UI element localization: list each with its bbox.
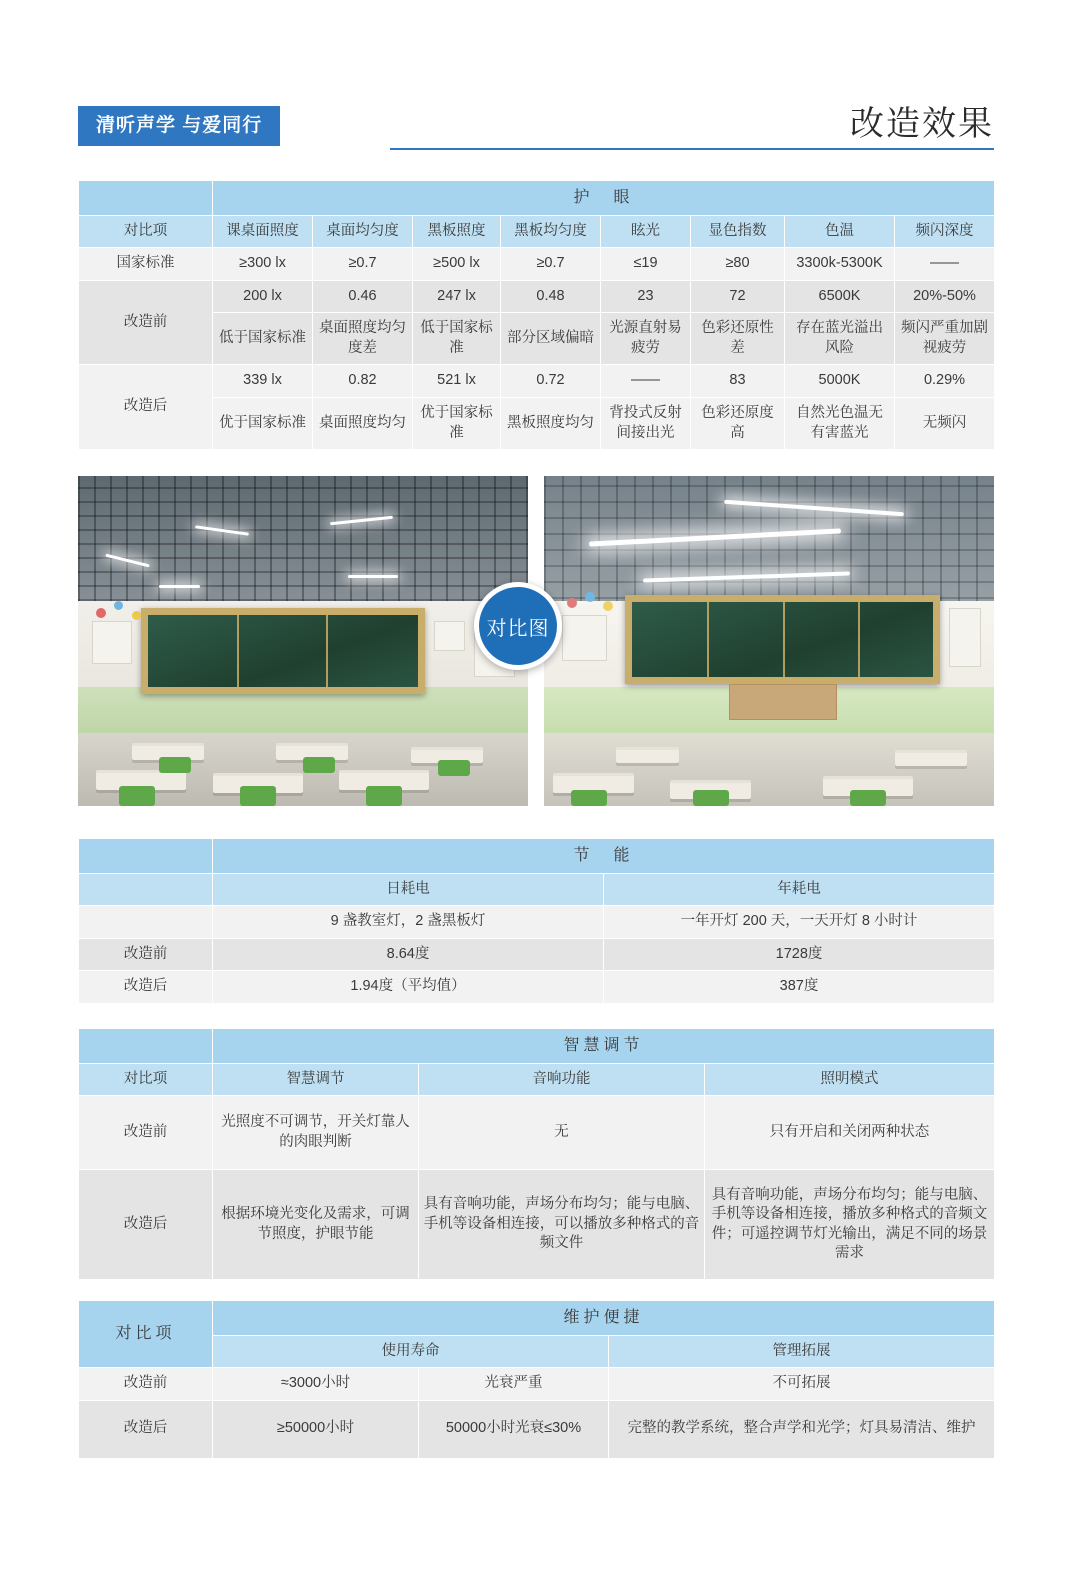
table-row	[79, 839, 995, 874]
col-head-2: 桌面均匀度	[313, 215, 413, 248]
page-title: 改造效果	[850, 105, 994, 143]
energy-note-blank	[79, 906, 213, 939]
ceiling-lamp	[348, 575, 398, 578]
energy-note-year: 一年开灯 200 天，一天开灯 8 小时计	[604, 906, 995, 939]
cell: 247 lx	[413, 280, 501, 313]
cell: 桌面照度均匀度差	[313, 313, 413, 365]
cell: 具有音响功能，声场分布均匀；能与电脑、手机等设备相连接，可以播放多种格式的音频文件	[419, 1170, 705, 1280]
smart-col-head-3: 照明模式	[705, 1063, 995, 1096]
student-chair	[303, 757, 335, 774]
cell: ≥0.7	[501, 248, 601, 281]
cell: 低于国家标准	[213, 313, 313, 365]
cell: 6500K	[785, 280, 895, 313]
maintenance-col-life: 使用寿命	[213, 1335, 609, 1368]
header-divider	[390, 148, 994, 150]
cell: 具有音响功能，声场分布均匀；能与电脑、手机等设备相连接，播放多种格式的音频文件；可遥控调节灯光输出，满足不同的场景需求	[705, 1170, 995, 1280]
maintenance-section	[78, 1300, 995, 1459]
cell: 优于国家标准	[213, 397, 313, 449]
table-row	[79, 1301, 995, 1336]
smart-row-label-before: 改造前	[79, 1096, 213, 1170]
row-label-national: 国家标准	[79, 248, 213, 281]
floor	[544, 733, 994, 806]
cell: 无	[419, 1096, 705, 1170]
table-row	[79, 248, 995, 281]
wall-lower	[78, 687, 528, 740]
cell: 黑板照度均匀	[501, 397, 601, 449]
cell: 色彩还原性差	[691, 313, 785, 365]
cell: ≤19	[601, 248, 691, 281]
cell: ——	[895, 248, 995, 281]
col-head-5: 眩光	[601, 215, 691, 248]
student-desk	[616, 747, 679, 764]
col-head-3: 黑板照度	[413, 215, 501, 248]
cell: 部分区域偏暗	[501, 313, 601, 365]
table-row	[79, 280, 995, 313]
teacher-podium	[729, 684, 837, 720]
col-head-8: 频闪深度	[895, 215, 995, 248]
cell: 根据环境光变化及需求，可调节照度，护眼节能	[213, 1170, 419, 1280]
maintenance-col-manage: 管理拓展	[609, 1335, 995, 1368]
cell: ≥50000小时	[213, 1400, 419, 1458]
table-row	[79, 1063, 995, 1096]
cell: 1.94度（平均值）	[213, 971, 604, 1004]
energy-note-day: 9 盏教室灯，2 盏黑板灯	[213, 906, 604, 939]
cell: 不可拓展	[609, 1368, 995, 1401]
student-chair	[240, 786, 276, 806]
smart-control-section	[78, 1028, 995, 1280]
cell: 光衰严重	[419, 1368, 609, 1401]
student-chair	[571, 790, 607, 807]
cell: 339 lx	[213, 365, 313, 398]
cell: 0.29%	[895, 365, 995, 398]
cell: ——	[601, 365, 691, 398]
student-chair	[850, 790, 886, 807]
cell: 只有开启和关闭两种状态	[705, 1096, 995, 1170]
wall-decoration	[96, 608, 106, 618]
maintenance-row-label-after: 改造后	[79, 1400, 213, 1458]
energy-col-day: 日耗电	[213, 873, 604, 906]
energy-row-label-before: 改造前	[79, 938, 213, 971]
ceiling-grid	[78, 476, 528, 615]
cell: 自然光色温无有害蓝光	[785, 397, 895, 449]
smart-col-head-0: 对比项	[79, 1063, 213, 1096]
cell: 5000K	[785, 365, 895, 398]
cell: 3300k-5300K	[785, 248, 895, 281]
wall-decoration	[567, 598, 577, 608]
comparison-photos	[78, 476, 994, 806]
eye-protection-section	[78, 180, 995, 450]
smart-label-blank	[79, 1029, 213, 1064]
table-row	[79, 906, 995, 939]
table-row	[79, 971, 995, 1004]
table-row	[79, 365, 995, 398]
energy-label-blank	[79, 839, 213, 874]
blackboard	[625, 595, 940, 684]
cell: ≥300 lx	[213, 248, 313, 281]
row-label-after: 改造后	[79, 365, 213, 450]
maintenance-label-col: 对比项	[79, 1301, 213, 1368]
cell: ≈3000小时	[213, 1368, 419, 1401]
wall-poster	[92, 621, 133, 664]
smart-control-table	[78, 1028, 995, 1280]
cell: 背投式反射间接出光	[601, 397, 691, 449]
cell: 200 lx	[213, 280, 313, 313]
cell: 光源直射易疲劳	[601, 313, 691, 365]
cell: 83	[691, 365, 785, 398]
cell: ≥0.7	[313, 248, 413, 281]
col-head-4: 黑板均匀度	[501, 215, 601, 248]
energy-table-title: 节 能	[213, 839, 995, 874]
cell: 0.46	[313, 280, 413, 313]
table-row	[79, 873, 995, 906]
maintenance-table	[78, 1300, 995, 1459]
cell: 频闪严重加剧视疲劳	[895, 313, 995, 365]
smart-row-label-after: 改造后	[79, 1170, 213, 1280]
wall-decoration	[585, 592, 595, 602]
eye-table-label-blank	[79, 181, 213, 216]
ceiling-lamp	[159, 585, 200, 588]
wall-poster	[949, 608, 981, 667]
table-row	[79, 938, 995, 971]
energy-row-label-after: 改造后	[79, 971, 213, 1004]
cell: ≥500 lx	[413, 248, 501, 281]
table-row	[79, 1368, 995, 1401]
table-row	[79, 215, 995, 248]
cell: 桌面照度均匀	[313, 397, 413, 449]
energy-table	[78, 838, 995, 1004]
brand-tag: 清听声学 与爱同行	[78, 106, 280, 146]
cell: 387度	[604, 971, 995, 1004]
table-row	[79, 1096, 995, 1170]
energy-col-year: 年耗电	[604, 873, 995, 906]
cell: 8.64度	[213, 938, 604, 971]
student-chair	[693, 790, 729, 807]
cell: 低于国家标准	[413, 313, 501, 365]
cell: 50000小时光衰≤30%	[419, 1400, 609, 1458]
classroom-after-illustration	[544, 476, 994, 806]
cell: 完整的教学系统，整合声学和光学；灯具易清洁、维护	[609, 1400, 995, 1458]
wall-poster	[562, 615, 607, 661]
wall-poster	[434, 621, 466, 651]
col-head-7: 色温	[785, 215, 895, 248]
cell: 优于国家标准	[413, 397, 501, 449]
cell: 光照度不可调节，开关灯靠人的肉眼判断	[213, 1096, 419, 1170]
student-desk	[895, 750, 967, 767]
table-row	[79, 313, 995, 365]
col-head-1: 课桌面照度	[213, 215, 313, 248]
cell: 1728度	[604, 938, 995, 971]
energy-section	[78, 838, 995, 1004]
cell: 无频闪	[895, 397, 995, 449]
student-chair	[119, 786, 155, 806]
row-label-before: 改造前	[79, 280, 213, 365]
table-row	[79, 1170, 995, 1280]
maintenance-row-label-before: 改造前	[79, 1368, 213, 1401]
smart-col-head-1: 智慧调节	[213, 1063, 419, 1096]
student-chair	[159, 757, 191, 774]
maintenance-table-title: 维护便捷	[213, 1301, 995, 1336]
cell: 20%-50%	[895, 280, 995, 313]
smart-col-head-2: 音响功能	[419, 1063, 705, 1096]
cell: 23	[601, 280, 691, 313]
classroom-before-illustration	[78, 476, 528, 806]
cell: ≥80	[691, 248, 785, 281]
cell: 0.48	[501, 280, 601, 313]
cell: 存在蓝光溢出风险	[785, 313, 895, 365]
photo-before	[78, 476, 528, 806]
photo-after	[544, 476, 994, 806]
cell: 0.72	[501, 365, 601, 398]
cell: 521 lx	[413, 365, 501, 398]
page-header	[78, 100, 994, 156]
table-row	[79, 397, 995, 449]
wall-decoration	[603, 601, 613, 611]
table-row	[79, 1400, 995, 1458]
col-head-6: 显色指数	[691, 215, 785, 248]
table-row	[79, 1029, 995, 1064]
cell: 0.82	[313, 365, 413, 398]
energy-subhead-blank	[79, 873, 213, 906]
student-chair	[366, 786, 402, 806]
smart-table-title: 智慧调节	[213, 1029, 995, 1064]
eye-protection-table	[78, 180, 995, 450]
student-chair	[438, 760, 470, 777]
table-row	[79, 1335, 995, 1368]
blackboard	[141, 608, 425, 694]
eye-table-title: 护 眼	[213, 181, 995, 216]
comparison-badge: 对比图	[474, 582, 562, 670]
cell: 72	[691, 280, 785, 313]
col-head-0: 对比项	[79, 215, 213, 248]
table-row	[79, 181, 995, 216]
cell: 色彩还原度高	[691, 397, 785, 449]
